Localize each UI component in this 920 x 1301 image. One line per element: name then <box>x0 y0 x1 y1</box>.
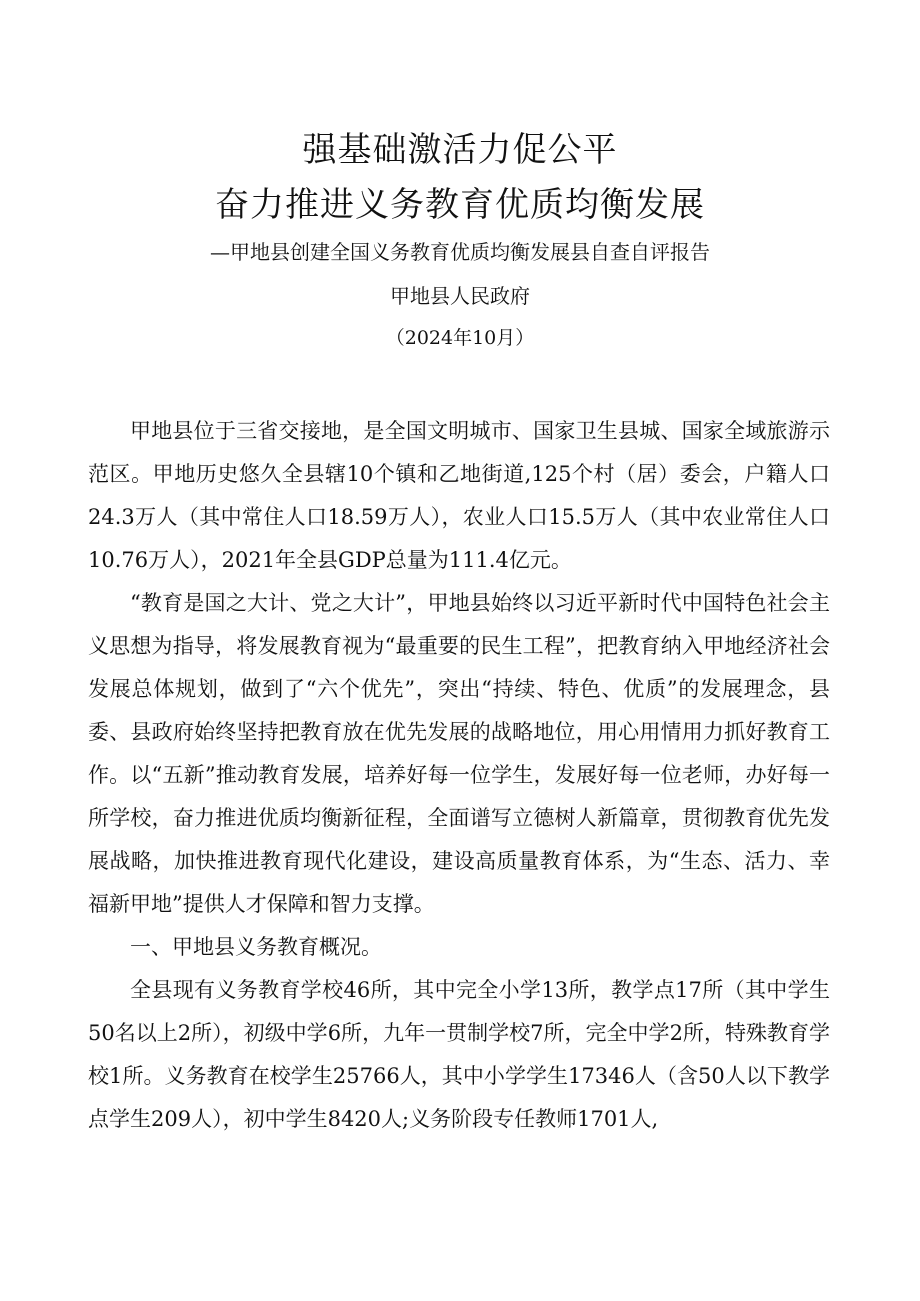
document-body <box>88 410 830 1141</box>
paragraph-education-policy: “教育是国之大计、党之大计”，甲地县始终以习近平新时代中国特色社会主义思想为指导，将发展教育视为“最重要的民生工程”，把教育纳入甲地经济社会发展总体规划，做到了“六个优先”，突出“持续、特色、优质”的发展理念，县委、县政府始终坚持把教育放在优先发展的战略地位，用心用情用力抓好教育工作。以“五新”推动教育发展，培养好每一位学生，发展好每一位老师，办好每一所学校，奋力推进优质均衡新征程，全面谱写立德树人新篇章，贯彻教育优先发展战略，加快推进教育现代化建设，建设高质量教育体系，为“生态、活力、幸福新甲地”提供人才保障和智力支撑。 <box>88 591 830 916</box>
paragraph-intro: 甲地县位于三省交接地，是全国文明城市、国家卫生县城、国家全域旅游示范区。甲地历史悠久全县辖10个镇和乙地街道,125个村（居）委会，户籍人口24.3万人（其中常住人口18.59万人），农业人口15.5万人（其中农业常住人口10.76万人），2021年全县GDP总量为111.4亿元。 <box>88 419 830 572</box>
title-line-2: 奋力推进义务教育优质均衡发展 <box>215 185 705 225</box>
author: 甲地县人民政府 <box>390 284 530 308</box>
section-heading: 一、甲地县义务教育概况。 <box>130 935 382 959</box>
paragraph-school-overview: 全县现有义务教育学校46所，其中完全小学13所，教学点17所（其中学生50名以上2所），初级中学6所，九年一贯制学校7所，完全中学2所，特殊教育学校1所。义务教育在校学生25766人，其中小学学生17346人（含50人以下教学点学生209人），初中学生8420人;义务阶段专任教师1701人, <box>88 978 830 1131</box>
date: （2024年10月） <box>385 327 535 349</box>
title-line-1: 强基础激活力促公平 <box>302 130 618 170</box>
subtitle: —甲地县创建全国义务教育优质均衡发展县自查自评报告 <box>210 240 710 264</box>
